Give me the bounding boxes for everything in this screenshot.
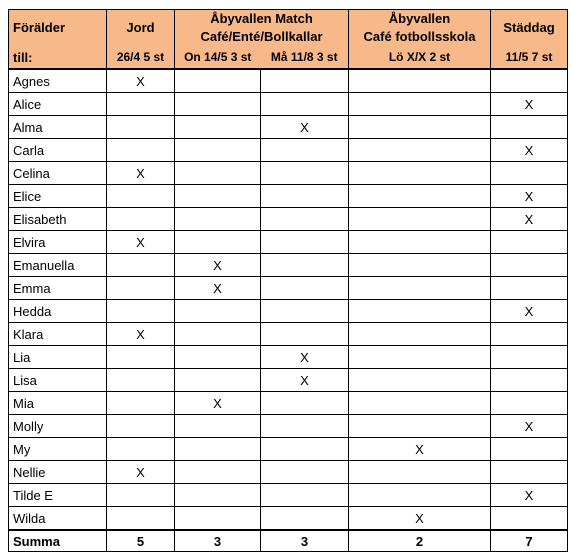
cell-stad: [491, 323, 568, 346]
summary-label: Summa: [9, 530, 107, 552]
row-parent-name: Nellie: [9, 461, 107, 484]
cell-jord: [107, 277, 175, 300]
cell-school: [349, 69, 491, 93]
table-row: [9, 484, 568, 507]
row-parent-name: Wilda: [9, 507, 107, 531]
row-parent-name: Elvira: [9, 231, 107, 254]
cell-jord: [107, 438, 175, 461]
row-parent-name: Carla: [9, 139, 107, 162]
cell-match-1: [175, 300, 261, 323]
cell-stad: X: [491, 208, 568, 231]
cell-school: [349, 461, 491, 484]
cell-match-1: [175, 369, 261, 392]
cell-match-1: [175, 185, 261, 208]
cell-jord: [107, 484, 175, 507]
table-row: [9, 323, 568, 346]
cell-stad: X: [491, 93, 568, 116]
cell-stad: [491, 254, 568, 277]
cell-stad: [491, 69, 568, 93]
cell-match-2: [261, 484, 349, 507]
cell-match-2: [261, 461, 349, 484]
row-parent-name: Elice: [9, 185, 107, 208]
cell-jord: [107, 139, 175, 162]
header-match-sub2: Må 11/8 3 st: [261, 46, 349, 69]
cell-match-1: [175, 69, 261, 93]
header-parent-line1: Förälder: [9, 10, 107, 47]
cell-match-1: [175, 208, 261, 231]
table-row: [9, 116, 568, 139]
table-row: [9, 277, 568, 300]
cell-match-1: [175, 438, 261, 461]
header-jord-sub: 26/4 5 st: [107, 46, 175, 69]
row-parent-name: Celina: [9, 162, 107, 185]
summary-jord: 5: [107, 530, 175, 552]
table-row: [9, 231, 568, 254]
cell-school: [349, 277, 491, 300]
table-row: [9, 93, 568, 116]
cell-jord: [107, 254, 175, 277]
cell-school: [349, 185, 491, 208]
cell-match-1: [175, 484, 261, 507]
cell-jord: [107, 507, 175, 531]
cell-stad: X: [491, 185, 568, 208]
header-school-sub: Lö X/X 2 st: [349, 46, 491, 69]
schedule-table-wrapper: [8, 9, 568, 552]
row-parent-name: Elisabeth: [9, 208, 107, 231]
table-row: [9, 461, 568, 484]
cell-stad: [491, 461, 568, 484]
cell-match-2: [261, 254, 349, 277]
header-school-title: Åbyvallen Café fotbollsskola: [349, 10, 491, 47]
cell-match-2: [261, 93, 349, 116]
table-row: [9, 415, 568, 438]
header-jord-title: Jord: [107, 10, 175, 47]
table-footer: [9, 530, 568, 552]
cell-stad: [491, 162, 568, 185]
cell-school: [349, 116, 491, 139]
cell-jord: [107, 369, 175, 392]
cell-jord: X: [107, 323, 175, 346]
cell-stad: [491, 346, 568, 369]
cell-match-2: [261, 208, 349, 231]
cell-stad: X: [491, 139, 568, 162]
cell-match-1: [175, 323, 261, 346]
cell-stad: [491, 369, 568, 392]
cell-stad: [491, 277, 568, 300]
cell-match-1: [175, 139, 261, 162]
cell-match-1: [175, 162, 261, 185]
summary-stad: 7: [491, 530, 568, 552]
cell-school: [349, 323, 491, 346]
header-match-title: Åbyvallen Match Café/Enté/Bollkallar: [175, 10, 349, 47]
cell-match-2: [261, 185, 349, 208]
cell-school: [349, 162, 491, 185]
table-row: [9, 438, 568, 461]
row-parent-name: Molly: [9, 415, 107, 438]
cell-school: [349, 484, 491, 507]
row-parent-name: Hedda: [9, 300, 107, 323]
header-stad-sub: 11/5 7 st: [491, 46, 568, 69]
cell-match-2: [261, 392, 349, 415]
cell-match-1: [175, 507, 261, 531]
row-parent-name: Tilde E: [9, 484, 107, 507]
row-parent-name: Lia: [9, 346, 107, 369]
cell-match-2: X: [261, 369, 349, 392]
cell-jord: X: [107, 231, 175, 254]
table-row: [9, 139, 568, 162]
row-parent-name: Alma: [9, 116, 107, 139]
cell-match-2: [261, 231, 349, 254]
table-row: [9, 346, 568, 369]
cell-jord: [107, 116, 175, 139]
cell-jord: [107, 185, 175, 208]
cell-stad: [491, 116, 568, 139]
cell-match-1: X: [175, 277, 261, 300]
table-row: [9, 392, 568, 415]
summary-school: 2: [349, 530, 491, 552]
header-parent-line2: till:: [9, 46, 107, 69]
cell-match-2: [261, 438, 349, 461]
cell-jord: X: [107, 69, 175, 93]
table-row: [9, 507, 568, 531]
cell-match-2: X: [261, 116, 349, 139]
cell-school: [349, 93, 491, 116]
row-parent-name: Emanuella: [9, 254, 107, 277]
table-header: [9, 10, 568, 70]
cell-stad: X: [491, 484, 568, 507]
cell-match-1: [175, 415, 261, 438]
cell-stad: X: [491, 415, 568, 438]
cell-match-2: [261, 323, 349, 346]
cell-jord: [107, 93, 175, 116]
cell-jord: [107, 415, 175, 438]
cell-school: [349, 231, 491, 254]
header-match-sub1: On 14/5 3 st: [175, 46, 261, 69]
cell-jord: X: [107, 162, 175, 185]
cell-school: [349, 392, 491, 415]
cell-match-2: [261, 277, 349, 300]
row-parent-name: Alice: [9, 93, 107, 116]
cell-match-1: [175, 93, 261, 116]
cell-jord: [107, 346, 175, 369]
cell-jord: X: [107, 461, 175, 484]
cell-school: [349, 415, 491, 438]
cell-match-1: [175, 346, 261, 369]
cell-match-2: [261, 415, 349, 438]
cell-stad: [491, 231, 568, 254]
cell-school: [349, 254, 491, 277]
table-row: [9, 300, 568, 323]
summary-match-2: 3: [261, 530, 349, 552]
cell-match-1: [175, 231, 261, 254]
cell-match-1: [175, 116, 261, 139]
cell-jord: [107, 208, 175, 231]
summary-row: [9, 530, 568, 552]
schedule-table: [8, 9, 568, 552]
cell-jord: [107, 392, 175, 415]
row-parent-name: Agnes: [9, 69, 107, 93]
cell-stad: [491, 438, 568, 461]
cell-stad: [491, 392, 568, 415]
cell-school: [349, 139, 491, 162]
row-parent-name: Mia: [9, 392, 107, 415]
cell-match-1: X: [175, 392, 261, 415]
row-parent-name: Klara: [9, 323, 107, 346]
table-row: [9, 208, 568, 231]
header-stad-title: Städdag: [491, 10, 568, 47]
row-parent-name: Emma: [9, 277, 107, 300]
row-parent-name: My: [9, 438, 107, 461]
cell-school: [349, 300, 491, 323]
table-body: [9, 69, 568, 530]
summary-match-1: 3: [175, 530, 261, 552]
table-row: [9, 254, 568, 277]
cell-school: [349, 208, 491, 231]
cell-match-2: [261, 69, 349, 93]
cell-school: [349, 369, 491, 392]
cell-school: X: [349, 438, 491, 461]
row-parent-name: Lisa: [9, 369, 107, 392]
cell-match-2: X: [261, 346, 349, 369]
cell-match-2: [261, 162, 349, 185]
table-row: [9, 162, 568, 185]
table-row: [9, 69, 568, 93]
cell-match-1: [175, 461, 261, 484]
cell-match-2: [261, 139, 349, 162]
cell-stad: X: [491, 300, 568, 323]
cell-school: X: [349, 507, 491, 531]
cell-school: [349, 346, 491, 369]
table-row: [9, 185, 568, 208]
table-row: [9, 369, 568, 392]
cell-match-2: [261, 300, 349, 323]
cell-match-2: [261, 507, 349, 531]
cell-jord: [107, 300, 175, 323]
cell-stad: [491, 507, 568, 531]
cell-match-1: X: [175, 254, 261, 277]
